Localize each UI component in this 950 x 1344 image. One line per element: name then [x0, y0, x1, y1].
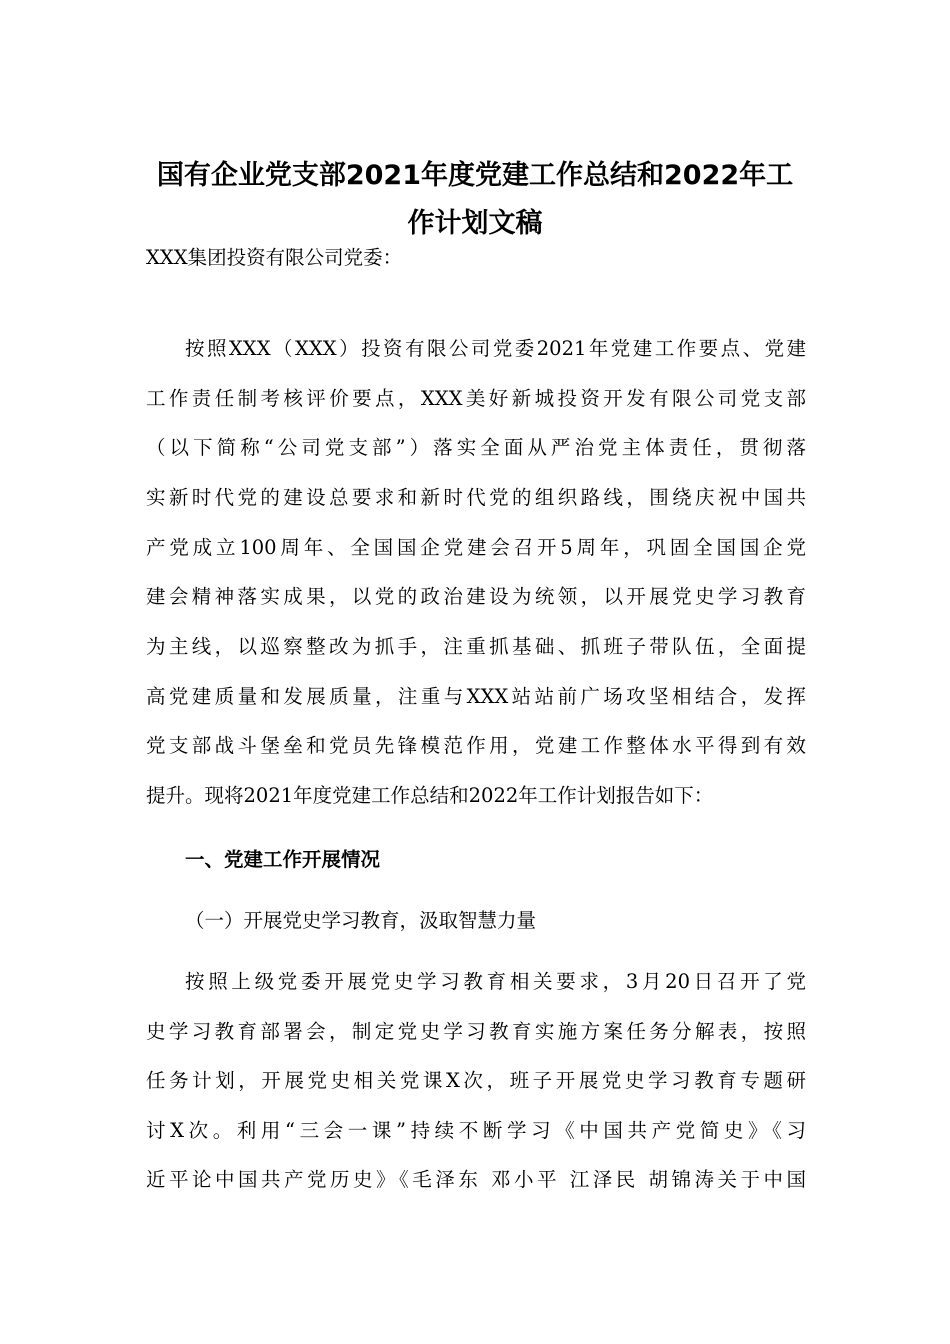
intro-line-6: 建会精神落实成果，以党的政治建设为统领，以开展党史学习教育 — [146, 585, 806, 608]
title-line-1: 国有企业党支部2021年度党建工作总结和2022年工 — [156, 160, 794, 191]
intro-line-7: 为主线，以巡察整改为抓手，注重抓基础、抓班子带队伍，全面提 — [146, 635, 806, 658]
intro-line-8: 高党建质量和发展质量，注重与XXX站站前广场攻坚相结合，发挥 — [146, 685, 806, 708]
salutation: XXX集团投资有限公司党委： — [146, 246, 403, 269]
intro-line-1: 按照XXX（XXX）投资有限公司党委2021年党建工作要点、党建 — [185, 337, 806, 360]
sub-line-5: 近平论中国共产党历史》《毛泽东 邓小平 江泽民 胡锦涛关于中国 — [146, 1168, 806, 1191]
intro-line-2: 工作责任制考核评价要点，XXX美好新城投资开发有限公司党支部 — [146, 387, 806, 410]
intro-line-10: 提升。现将2021年度党建工作总结和2022年工作计划报告如下： — [146, 784, 714, 807]
intro-line-4: 实新时代党的建设总要求和新时代党的组织路线，围绕庆祝中国共 — [146, 486, 806, 509]
sub-line-3: 任务计划，开展党史相关党课X次，班子开展党史学习教育专题研 — [146, 1069, 806, 1092]
sub-line-2: 史学习教育部署会，制定党史学习教育实施方案任务分解表，按照 — [146, 1020, 806, 1043]
sub-line-4: 讨X次。利用“三会一课”持续不断学习《中国共产党简史》《习 — [146, 1119, 806, 1142]
section-heading: 一、党建工作开展情况 — [185, 848, 381, 871]
subsection-heading: （一）开展党史学习教育，汲取智慧力量 — [185, 909, 537, 932]
document-title — [130, 152, 820, 248]
title-line-2: 作计划文稿 — [407, 208, 543, 239]
intro-line-3: （以下简称“公司党支部”）落实全面从严治党主体责任，贯彻落 — [146, 436, 806, 459]
sub-line-1: 按照上级党委开展党史学习教育相关要求，3月20日召开了党 — [185, 970, 806, 993]
intro-line-9: 党支部战斗堡垒和党员先锋模范作用，党建工作整体水平得到有效 — [146, 734, 806, 757]
intro-line-5: 产党成立100周年、全国国企党建会召开5周年，巩固全国国企党 — [146, 536, 806, 559]
